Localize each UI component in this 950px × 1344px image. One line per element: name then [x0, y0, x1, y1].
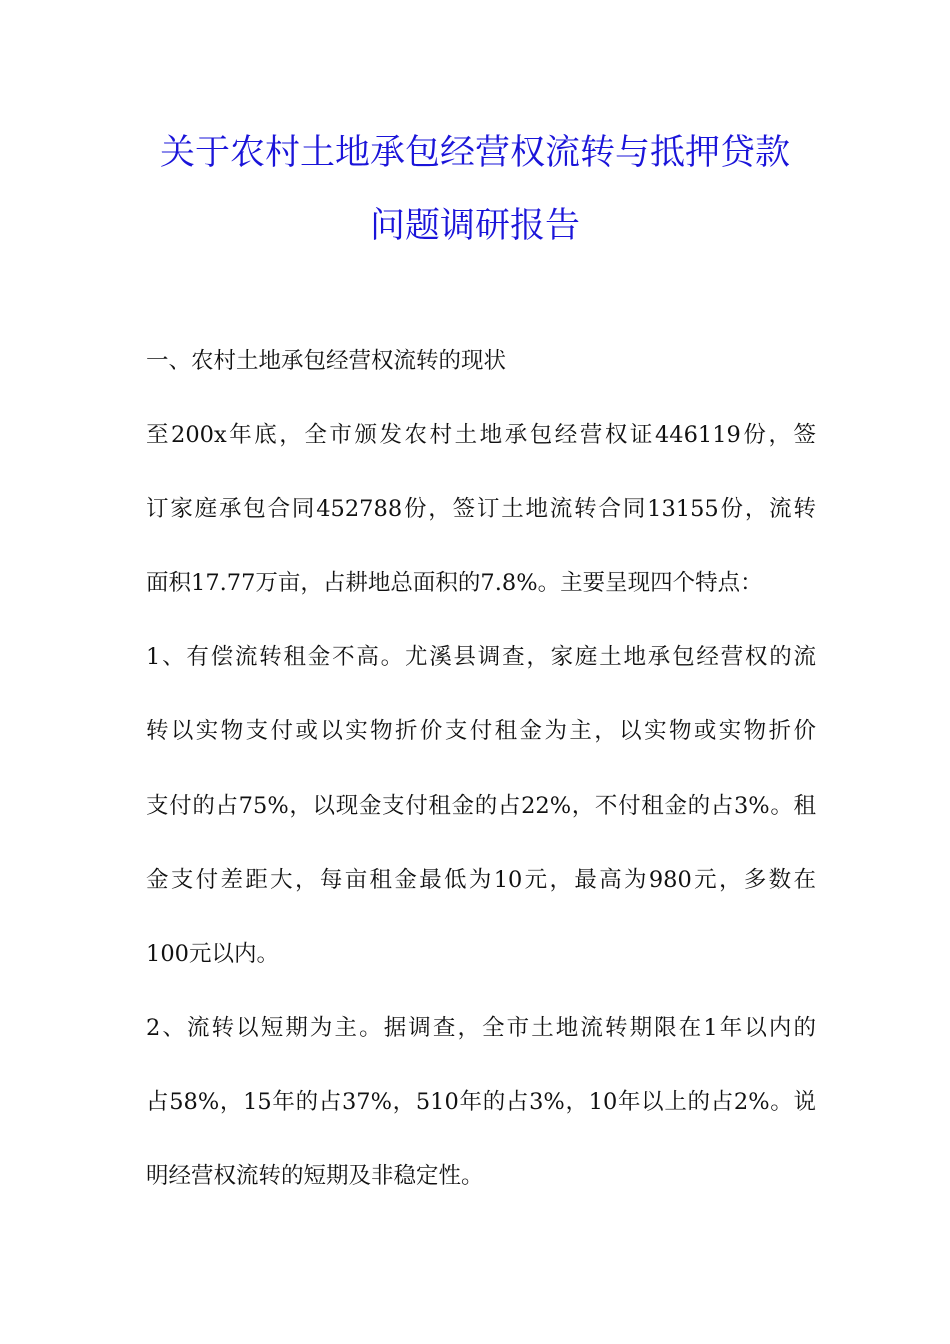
- paragraph-line: 占58%，15年的占37%，510年的占3%，10年以上的占2%。说: [146, 1088, 816, 1115]
- document-body: [146, 339, 816, 1228]
- paragraph-line: 100元以内。: [146, 940, 279, 967]
- paragraph-line: 明经营权流转的短期及非稳定性。: [146, 1163, 484, 1190]
- paragraph-line: 面积17.77万亩，占耕地总面积的7.8%。主要呈现四个特点：: [146, 570, 763, 597]
- paragraph-line: 订家庭承包合同452788份，签订土地流转合同13155份，流转: [146, 496, 816, 523]
- document-title-line-2: 问题调研报告: [369, 206, 580, 246]
- paragraph-line: 转以实物支付或以实物折价支付租金为主，以实物或实物折价: [146, 718, 816, 745]
- paragraph-line: 至200x年底，全市颁发农村土地承包经营权证446119份，签: [146, 422, 816, 449]
- paragraph-line: 1、有偿流转租金不高。尤溪县调查，家庭土地承包经营权的流: [146, 644, 816, 671]
- document-title-line-1: 关于农村土地承包经营权流转与抵押贷款: [159, 133, 790, 173]
- paragraph-line: 2、流转以短期为主。据调查，全市土地流转期限在1年以内的: [146, 1014, 816, 1041]
- section-heading: 一、农村土地承包经营权流转的现状: [146, 348, 507, 374]
- paragraph-line: 金支付差距大，每亩租金最低为10元，最高为980元，多数在: [146, 866, 816, 893]
- paragraph-line: 支付的占75%，以现金支付租金的占22%，不付租金的占3%。租: [146, 792, 816, 819]
